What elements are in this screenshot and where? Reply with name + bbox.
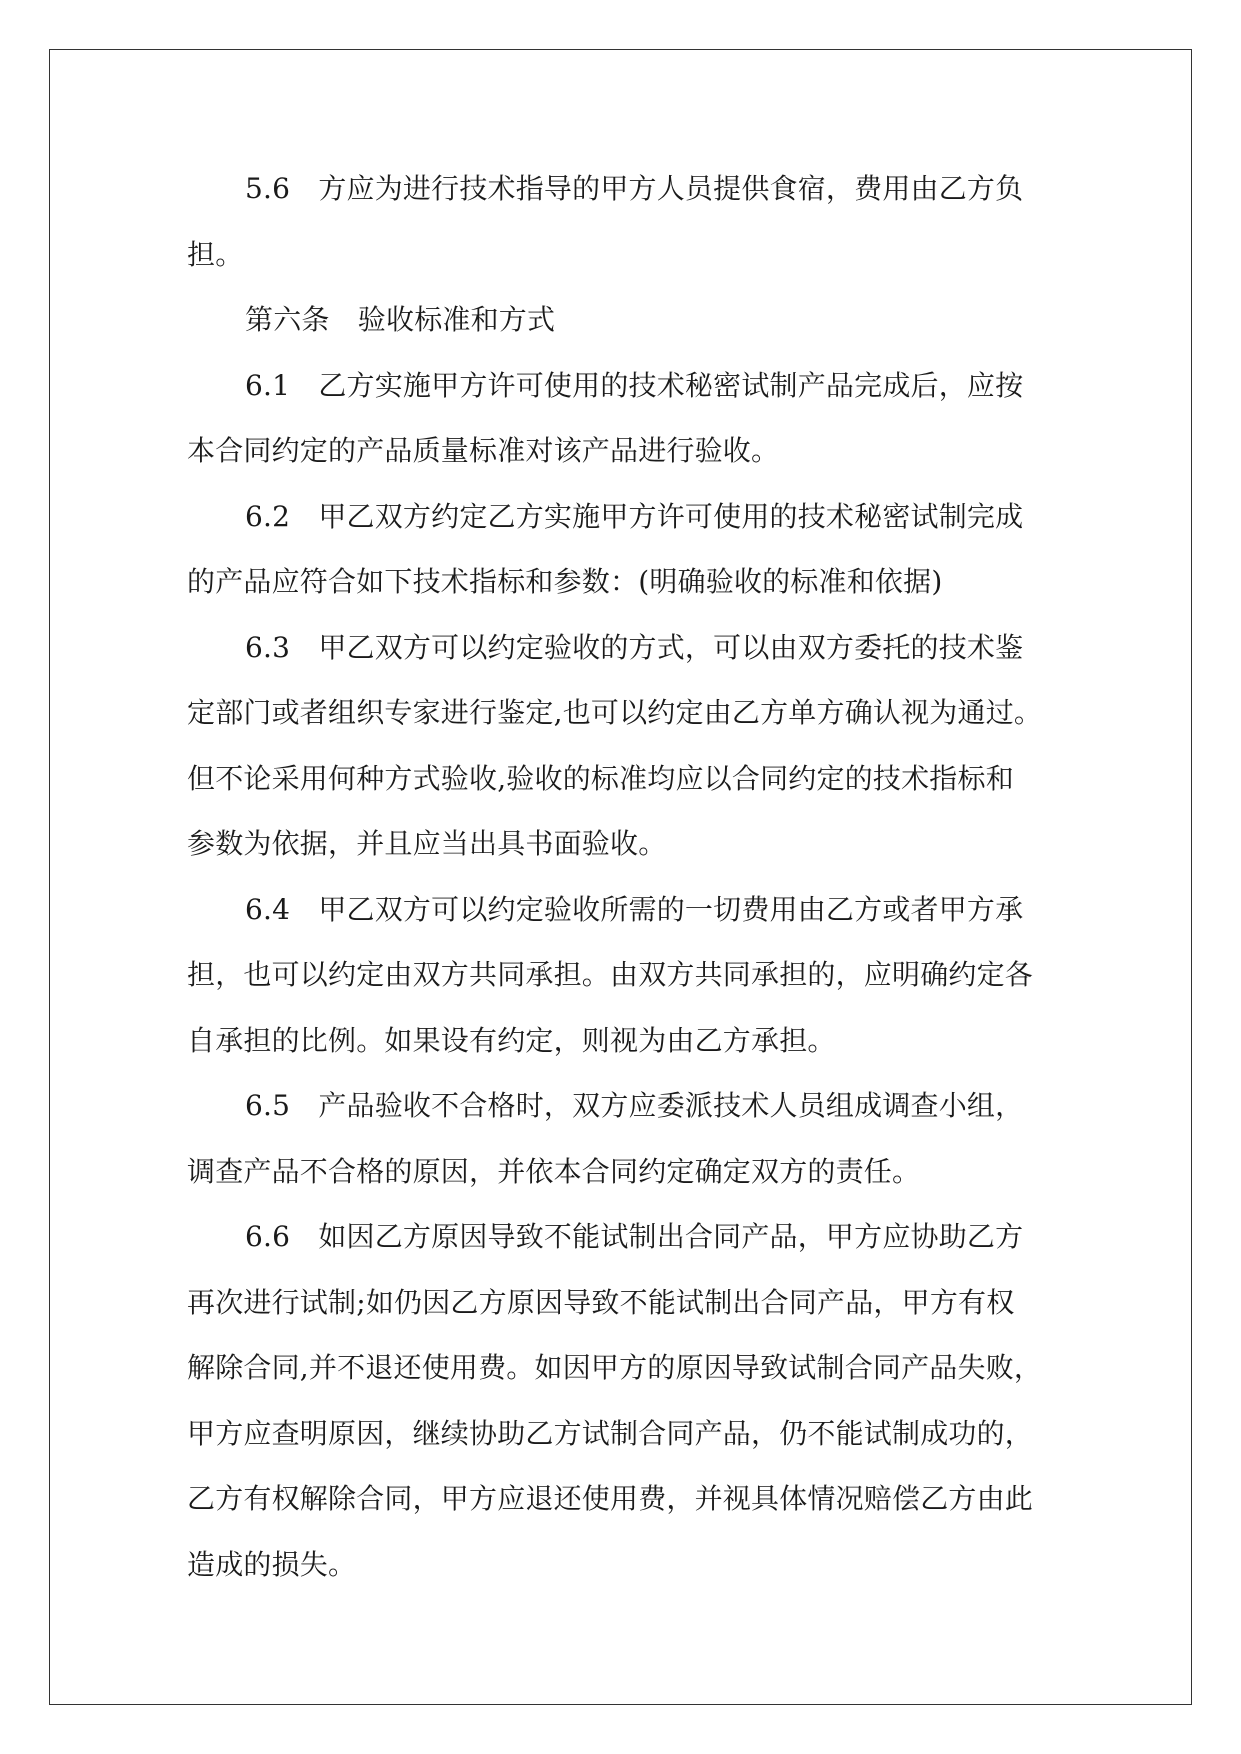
- text-line: 5.6 方应为进行技术指导的甲方人员提供食宿，费用由乙方负: [245, 172, 1024, 205]
- text-line: 本合同约定的产品质量标准对该产品进行验收。: [187, 434, 780, 467]
- text-line: 定部门或者组织专家进行鉴定,也可以约定由乙方单方确认视为通过。: [187, 696, 1043, 729]
- text-line: 6.4 甲乙双方可以约定验收所需的一切费用由乙方或者甲方承: [245, 892, 1024, 926]
- text-line: 担。: [187, 237, 244, 271]
- text-line: 自承担的比例。如果设有约定，则视为由乙方承担。: [187, 1023, 836, 1057]
- text-line: 6.3 甲乙双方可以约定验收的方式，可以由双方委托的技术鉴: [245, 630, 1024, 664]
- text-line: 但不论采用何种方式验收,验收的标准均应以合同约定的技术指标和: [187, 761, 1014, 795]
- text-line: 乙方有权解除合同，甲方应退还使用费，并视具体情况赔偿乙方由此: [187, 1482, 1034, 1515]
- text-line: 的产品应符合如下技术指标和参数：(明确验收的标准和依据): [187, 565, 943, 598]
- paragraph-6-2: [187, 484, 1057, 615]
- paragraph-5-6: [187, 156, 1057, 287]
- section-heading-article-6: [187, 287, 1057, 353]
- text-line: 解除合同,并不退还使用费。如因甲方的原因导致试制合同产品失败，: [187, 1351, 1043, 1384]
- document-body: [187, 156, 1057, 1597]
- text-line: 造成的损失。: [187, 1547, 357, 1581]
- paragraph-6-3: [187, 615, 1057, 877]
- paragraph-6-4: [187, 877, 1057, 1074]
- text-line: 6.6 如因乙方原因导致不能试制出合同产品，甲方应协助乙方: [245, 1220, 1024, 1253]
- text-line: 6.5 产品验收不合格时，双方应委派技术人员组成调查小组，: [245, 1089, 1024, 1122]
- text-line: 参数为依据，并且应当出具书面验收。: [187, 827, 667, 860]
- paragraph-6-5: [187, 1073, 1057, 1204]
- text-line: 甲方应查明原因，继续协助乙方试制合同产品，仍不能试制成功的，: [187, 1416, 1034, 1450]
- text-line: 6.2 甲乙双方约定乙方实施甲方许可使用的技术秘密试制完成: [245, 499, 1024, 533]
- paragraph-6-1: [187, 353, 1057, 484]
- text-line: 6.1 乙方实施甲方许可使用的技术秘密试制产品完成后，应按: [245, 368, 1024, 402]
- paragraph-6-6: [187, 1204, 1057, 1597]
- heading-text: 第六条 验收标准和方式: [245, 303, 556, 336]
- text-line: 担，也可以约定由双方共同承担。由双方共同承担的，应明确约定各: [187, 958, 1034, 991]
- text-line: 调查产品不合格的原因，并依本合同约定确定双方的责任。: [187, 1154, 921, 1188]
- text-line: 再次进行试制;如仍因乙方原因导致不能试制出合同产品，甲方有权: [187, 1285, 1015, 1319]
